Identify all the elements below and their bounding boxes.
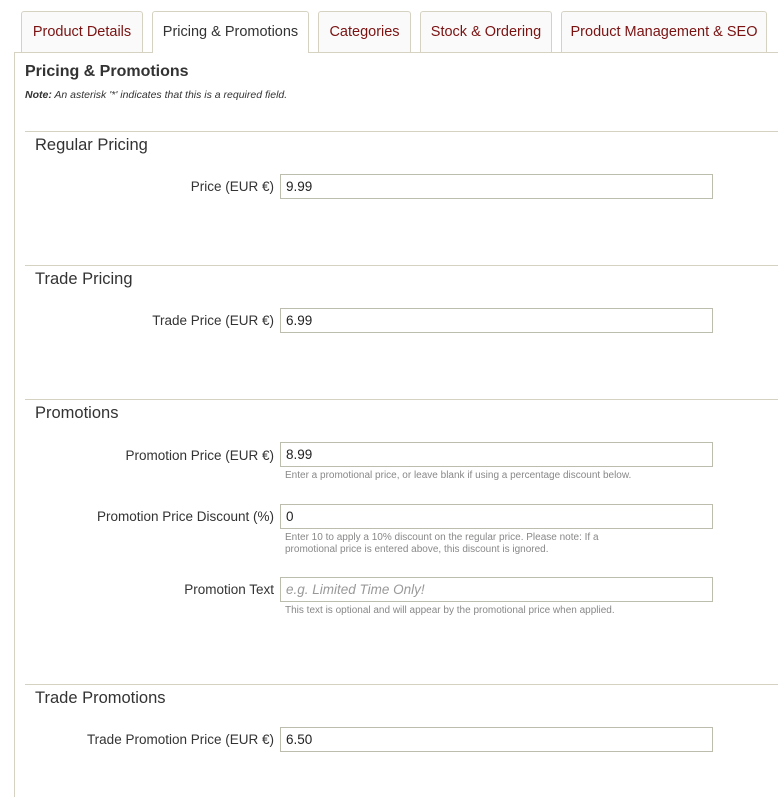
promotion-price-hint: Enter a promotional price, or leave blank if using a percentage discount below. xyxy=(285,470,632,481)
section-divider xyxy=(25,399,778,400)
trade-promotion-price-input[interactable] xyxy=(280,727,713,752)
section-title-trade-promotions: Trade Promotions xyxy=(35,689,166,707)
trade-price-label: Trade Price (EUR €) xyxy=(152,313,274,328)
page-title: Pricing & Promotions xyxy=(25,63,189,80)
trade-price-input[interactable] xyxy=(280,308,713,333)
section-title-promotions: Promotions xyxy=(35,404,119,422)
tab-pricing-promotions[interactable]: Pricing & Promotions xyxy=(152,11,309,53)
section-divider xyxy=(25,131,778,132)
note-text: An asterisk '*' indicates that this is a required field. xyxy=(54,89,288,101)
tab-categories[interactable]: Categories xyxy=(318,11,411,52)
promotion-price-label: Promotion Price (EUR €) xyxy=(125,448,274,463)
promotion-text-label: Promotion Text xyxy=(184,582,274,597)
promotion-discount-hint: Enter 10 to apply a 10% discount on the regular price. Please note: If a promotional price is entered above, this discount is ignored. xyxy=(285,532,599,555)
section-title-trade-pricing: Trade Pricing xyxy=(35,270,133,288)
tab-stock-ordering[interactable]: Stock & Ordering xyxy=(420,11,552,52)
promotion-text-hint: This text is optional and will appear by the promotional price when applied. xyxy=(285,605,615,616)
tab-product-details[interactable]: Product Details xyxy=(21,11,143,52)
section-divider xyxy=(25,684,778,685)
trade-promotion-price-label: Trade Promotion Price (EUR €) xyxy=(86,732,274,747)
promotion-price-input[interactable] xyxy=(280,442,713,467)
tab-panel xyxy=(14,53,778,797)
section-divider xyxy=(25,265,778,266)
price-input[interactable] xyxy=(280,174,713,199)
section-title-regular-pricing: Regular Pricing xyxy=(35,136,148,154)
required-field-note xyxy=(25,89,287,101)
promotion-text-input[interactable] xyxy=(280,577,713,602)
tab-bar xyxy=(0,0,778,53)
note-label: Note: xyxy=(25,89,52,101)
tab-product-management-seo[interactable]: Product Management & SEO xyxy=(561,11,767,52)
price-label: Price (EUR €) xyxy=(190,179,274,194)
promotion-discount-label: Promotion Price Discount (%) xyxy=(96,509,274,524)
promotion-discount-input[interactable] xyxy=(280,504,713,529)
